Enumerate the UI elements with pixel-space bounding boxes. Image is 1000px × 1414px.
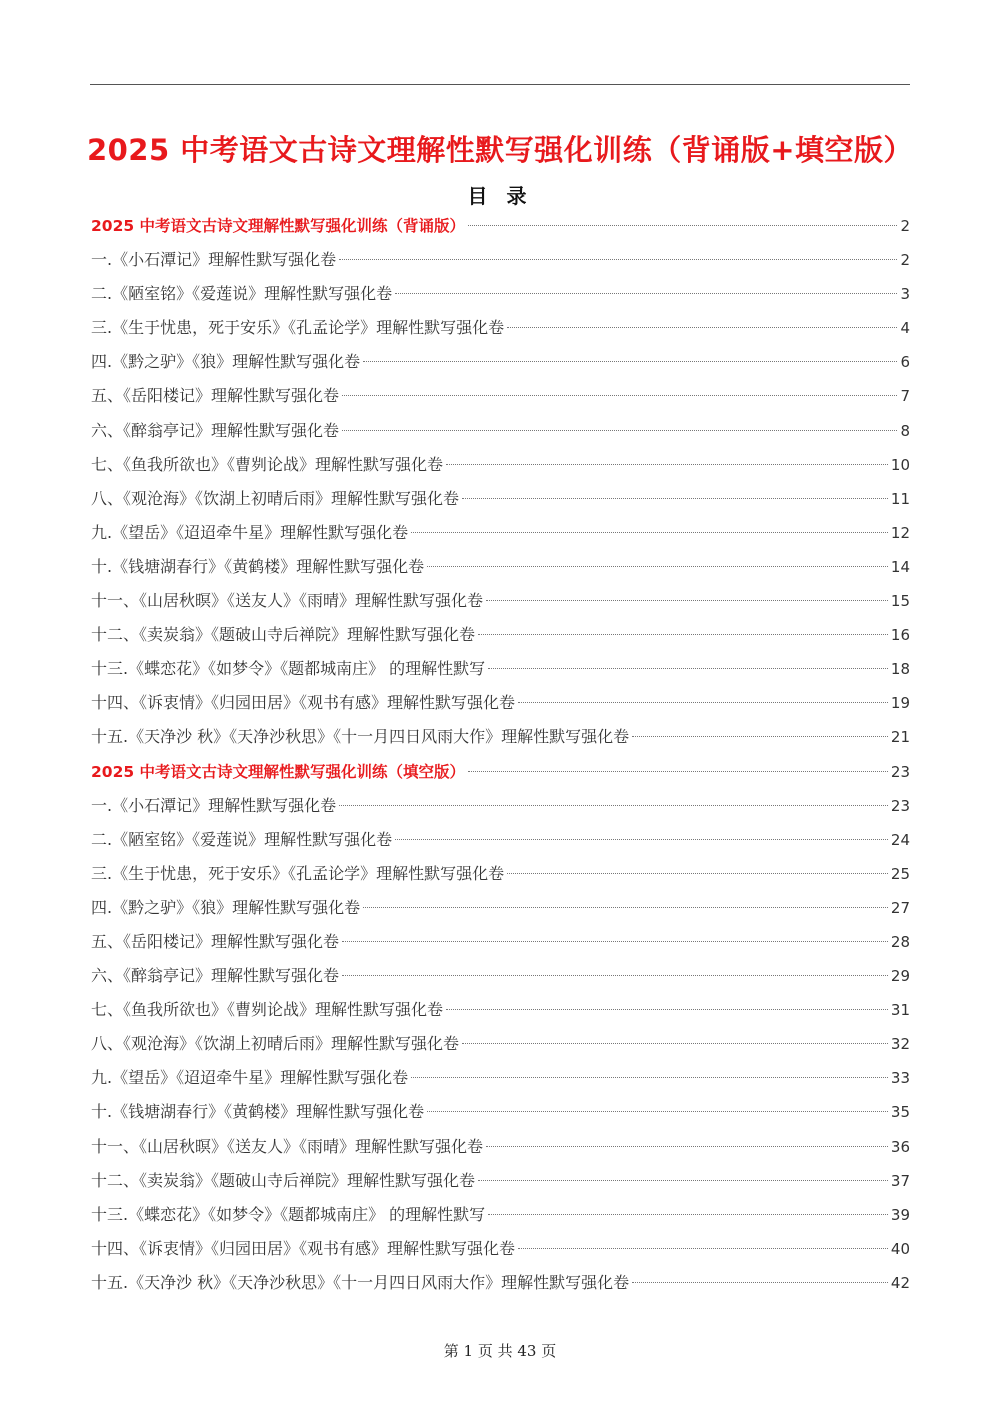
toc-entry[interactable] [91, 584, 910, 618]
toc-entry[interactable] [91, 448, 910, 482]
toc-page-number: 10 [890, 455, 910, 474]
toc-heading: 目 录 [467, 184, 533, 208]
toc-dot-leader [478, 634, 888, 635]
toc-page-number: 23 [890, 796, 910, 815]
toc-entry[interactable] [91, 1095, 910, 1129]
table-of-contents [91, 209, 910, 1300]
toc-page-number: 29 [890, 967, 910, 986]
toc-dot-leader [468, 225, 897, 226]
toc-page-number: 12 [890, 523, 910, 542]
toc-entry-label: 七、《鱼我所欲也》《曹刿论战》理解性默写强化卷 [91, 454, 444, 474]
toc-dot-leader [363, 907, 888, 908]
toc-page-number: 25 [890, 864, 910, 883]
toc-entry-label: 十一、《山居秋暝》《送友人》《雨晴》理解性默写强化卷 [91, 1136, 484, 1156]
toc-entry-label: 六、《醉翁亭记》理解性默写强化卷 [91, 420, 340, 440]
toc-entry-label: 十.《钱塘湖春行》《黄鹤楼》理解性默写强化卷 [91, 556, 425, 576]
toc-entry-label: 十一、《山居秋暝》《送友人》《雨晴》理解性默写强化卷 [91, 591, 484, 611]
toc-dot-leader [411, 1077, 888, 1078]
toc-page-number: 7 [900, 387, 910, 406]
toc-dot-leader [342, 941, 888, 942]
toc-dot-leader [632, 1282, 888, 1283]
toc-page-number: 15 [890, 592, 910, 611]
toc-entry[interactable] [91, 516, 910, 550]
toc-entry-label: 六、《醉翁亭记》理解性默写强化卷 [91, 966, 340, 986]
toc-entry-label: 八、《观沧海》《饮湖上初晴后雨》理解性默写强化卷 [91, 488, 460, 508]
toc-dot-leader [395, 839, 888, 840]
toc-entry[interactable] [91, 652, 910, 686]
toc-dot-leader [462, 1043, 888, 1044]
toc-page-number: 36 [890, 1137, 910, 1156]
toc-entry-label: 四.《黔之驴》《狼》理解性默写强化卷 [91, 352, 361, 372]
toc-page-number: 3 [900, 285, 910, 304]
toc-entry-label: 十三.《蝶恋花》《如梦令》《题都城南庄》 的理解性默写 [91, 1204, 486, 1224]
toc-page-number: 27 [890, 898, 910, 917]
toc-page-number: 14 [890, 557, 910, 576]
toc-page-number: 40 [890, 1239, 910, 1258]
toc-page-number: 4 [900, 319, 910, 338]
toc-entry[interactable] [91, 1164, 910, 1198]
toc-entry-label: 二.《陋室铭》《爱莲说》理解性默写强化卷 [91, 284, 393, 304]
toc-entry-label: 十二、《卖炭翁》《题破山寺后禅院》理解性默写强化卷 [91, 625, 476, 645]
toc-entry-label: 十四、《诉衷情》《归园田居》《观书有感》理解性默写强化卷 [91, 1238, 516, 1258]
toc-entry[interactable] [91, 277, 910, 311]
toc-entry[interactable] [91, 686, 910, 720]
toc-page-number: 28 [890, 932, 910, 951]
toc-page-number: 39 [890, 1205, 910, 1224]
toc-dot-leader [427, 566, 888, 567]
toc-dot-leader [462, 498, 888, 499]
toc-entry-label: 十二、《卖炭翁》《题破山寺后禅院》理解性默写强化卷 [91, 1170, 476, 1190]
toc-entry-label: 五、《岳阳楼记》理解性默写强化卷 [91, 931, 340, 951]
toc-entry-label: 十三.《蝶恋花》《如梦令》《题都城南庄》 的理解性默写 [91, 659, 486, 679]
toc-entry-label: 四.《黔之驴》《狼》理解性默写强化卷 [91, 897, 361, 917]
toc-entry[interactable] [91, 379, 910, 413]
toc-entry[interactable] [91, 959, 910, 993]
toc-section-entry[interactable] [91, 209, 910, 243]
toc-entry[interactable] [91, 1232, 910, 1266]
toc-entry-label: 九.《望岳》《迢迢牵牛星》理解性默写强化卷 [91, 522, 409, 542]
toc-entry-label: 二.《陋室铭》《爱莲说》理解性默写强化卷 [91, 829, 393, 849]
toc-entry[interactable] [91, 1061, 910, 1095]
toc-page-number: 37 [890, 1171, 910, 1190]
toc-entry-label: 九.《望岳》《迢迢牵牛星》理解性默写强化卷 [91, 1068, 409, 1088]
toc-entry[interactable] [91, 789, 910, 823]
toc-entry[interactable] [91, 1266, 910, 1300]
toc-dot-leader [446, 464, 888, 465]
toc-entry[interactable] [91, 1027, 910, 1061]
toc-entry[interactable] [91, 857, 910, 891]
toc-entry-label: 十四、《诉衷情》《归园田居》《观书有感》理解性默写强化卷 [91, 693, 516, 713]
toc-dot-leader [446, 1009, 888, 1010]
toc-dot-leader [411, 532, 888, 533]
page-footer: 第 1 页 共 43 页 [443, 1342, 557, 1360]
header-rule [90, 84, 910, 85]
toc-page-number: 21 [890, 728, 910, 747]
toc-page-number: 32 [890, 1035, 910, 1054]
toc-entry[interactable] [91, 823, 910, 857]
toc-page-number: 19 [890, 694, 910, 713]
toc-dot-leader [518, 702, 888, 703]
toc-dot-leader [507, 873, 888, 874]
toc-dot-leader [486, 600, 888, 601]
document-title: 2025 中考语文古诗文理解性默写强化训练（背诵版+填空版） [86, 133, 914, 167]
toc-entry[interactable] [91, 1198, 910, 1232]
toc-entry[interactable] [91, 993, 910, 1027]
toc-dot-leader [342, 975, 888, 976]
toc-entry-label: 五、《岳阳楼记》理解性默写强化卷 [91, 386, 340, 406]
toc-page-number: 23 [890, 762, 910, 781]
toc-dot-leader [339, 259, 897, 260]
toc-page-number: 24 [890, 830, 910, 849]
toc-dot-leader [395, 293, 897, 294]
toc-entry[interactable] [91, 891, 910, 925]
toc-entry-label: 2025 中考语文古诗文理解性默写强化训练（填空版） [91, 762, 466, 781]
toc-entry[interactable] [91, 1130, 910, 1164]
toc-entry-label: 十五.《天净沙 秋》《天净沙秋思》《十一月四日风雨大作》理解性默写强化卷 [91, 727, 630, 747]
toc-dot-leader [488, 668, 888, 669]
toc-dot-leader [478, 1180, 888, 1181]
toc-entry[interactable] [91, 311, 910, 345]
toc-entry-label: 三.《生于忧患，死于安乐》《孔孟论学》理解性默写强化卷 [91, 863, 505, 883]
toc-page-number: 31 [890, 1001, 910, 1020]
toc-entry-label: 八、《观沧海》《饮湖上初晴后雨》理解性默写强化卷 [91, 1034, 460, 1054]
toc-page-number: 2 [900, 217, 910, 235]
toc-entry[interactable] [91, 618, 910, 652]
toc-dot-leader [427, 1111, 888, 1112]
toc-entry-label: 三.《生于忧患，死于安乐》《孔孟论学》理解性默写强化卷 [91, 318, 505, 338]
toc-entry[interactable] [91, 243, 910, 277]
toc-page-number: 18 [890, 660, 910, 679]
toc-dot-leader [507, 327, 897, 328]
toc-entry-label: 十五.《天净沙 秋》《天净沙秋思》《十一月四日风雨大作》理解性默写强化卷 [91, 1272, 630, 1292]
toc-entry-label: 七、《鱼我所欲也》《曹刿论战》理解性默写强化卷 [91, 1000, 444, 1020]
toc-page-number: 8 [900, 421, 910, 440]
toc-entry[interactable] [91, 720, 910, 754]
toc-section-entry[interactable] [91, 755, 910, 789]
toc-entry-label: 2025 中考语文古诗文理解性默写强化训练（背诵版） [91, 217, 466, 235]
toc-page-number: 42 [890, 1273, 910, 1292]
toc-dot-leader [363, 361, 897, 362]
toc-page-number: 2 [900, 251, 910, 270]
toc-dot-leader [486, 1146, 888, 1147]
toc-dot-leader [488, 1214, 888, 1215]
toc-page-number: 35 [890, 1103, 910, 1122]
toc-page-number: 11 [890, 489, 910, 508]
toc-dot-leader [342, 430, 897, 431]
toc-page-number: 33 [890, 1069, 910, 1088]
toc-page-number: 16 [890, 626, 910, 645]
toc-entry[interactable] [91, 925, 910, 959]
toc-entry-label: 一.《小石潭记》理解性默写强化卷 [91, 250, 337, 270]
toc-entry-label: 一.《小石潭记》理解性默写强化卷 [91, 795, 337, 815]
toc-dot-leader [468, 771, 888, 772]
toc-entry[interactable] [91, 414, 910, 448]
toc-entry[interactable] [91, 345, 910, 379]
toc-entry[interactable] [91, 550, 910, 584]
toc-dot-leader [339, 805, 888, 806]
toc-dot-leader [632, 736, 888, 737]
toc-dot-leader [342, 395, 897, 396]
toc-page-number: 6 [900, 353, 910, 372]
toc-entry-label: 十.《钱塘湖春行》《黄鹤楼》理解性默写强化卷 [91, 1102, 425, 1122]
toc-dot-leader [518, 1248, 888, 1249]
toc-entry[interactable] [91, 482, 910, 516]
